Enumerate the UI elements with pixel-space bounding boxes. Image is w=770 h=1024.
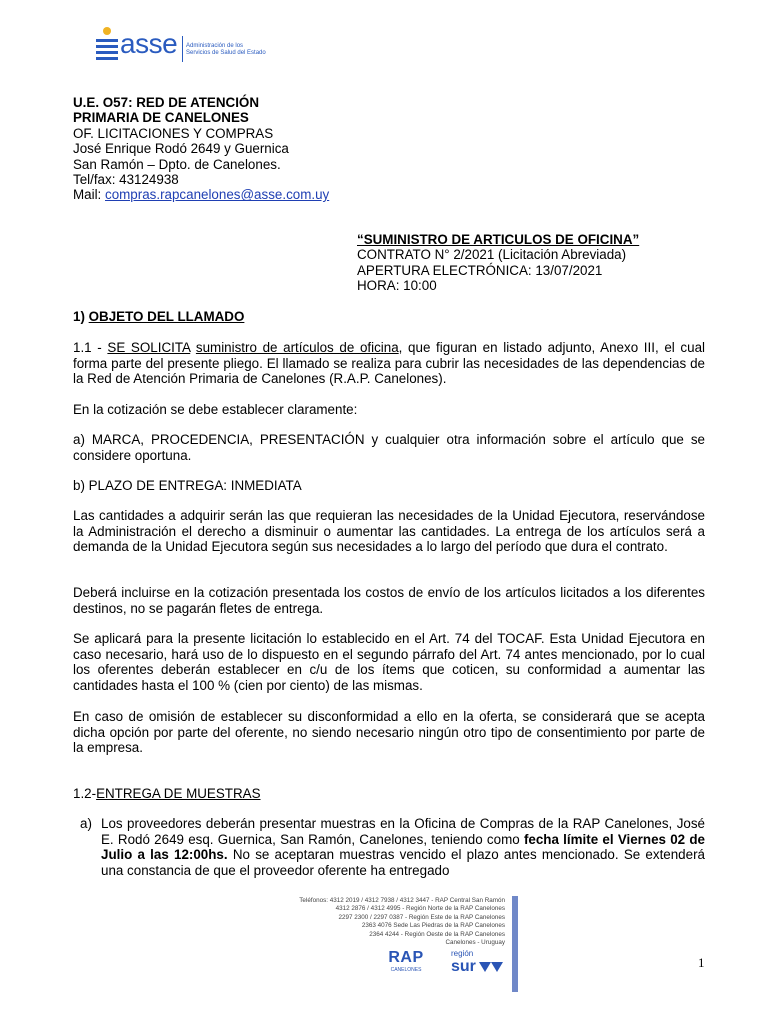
asse-logo-subtitle: Administración de los Servicios de Salud del Estado xyxy=(186,43,266,56)
section-1-heading: 1) OBJETO DEL LLAMADO xyxy=(73,309,245,324)
mail-link[interactable]: compras.rapcanelones@asse.com.uy xyxy=(105,187,330,203)
office-phone: Tel/fax: 43124938 xyxy=(73,172,179,188)
paragraph-shipping-costs: Deberá incluirse en la cotización presentada los costos de envío de los artículos licitados a los diferentes destinos, no se pagarán fletes de entrega. xyxy=(73,585,705,616)
list-marker-a: a) xyxy=(80,816,92,831)
paragraph-art-74: Se aplicará para la presente licitación lo establecido en el Art. 74 del TOCAF. Esta Unidad Ejecutora en caso necesario, hará uso de lo dispuesto en el segundo párrafo del Art. 74 antes mencionado, por lo cual los oferentes deberán establecer en c/u de los ítems que coticen, su conformidad a aumentar las cantidades hasta el 100 % (cien por ciento) de las mismas. xyxy=(73,631,705,693)
asse-logo-mark xyxy=(94,26,120,66)
region-label: región xyxy=(451,949,474,958)
unit-title-line1: U.E. O57: RED DE ATENCIÓN xyxy=(73,95,260,110)
section-1-2-heading: 1.2-ENTREGA DE MUESTRAS xyxy=(73,786,261,801)
contract-title: “SUMINISTRO DE ARTICULOS DE OFICINA” xyxy=(357,232,640,247)
contract-block xyxy=(357,232,639,294)
paragraph-item-a: a) MARCA, PROCEDENCIA, PRESENTACIÓN y cualquier otra información sobre el artículo que se considere oportuna. xyxy=(73,432,705,463)
region-mark-icon xyxy=(479,960,503,974)
paragraph-quantities: Las cantidades a adquirir serán las que requieran las necesidades de la Unidad Ejecutora, reservándose la Administración el derecho a disminuir o aumentar las cantidades. La entrega de los artículos será a demanda de la Unidad Ejecutora según sus necesidades a lo largo del período que dura el contrato. xyxy=(73,508,705,555)
asse-logo xyxy=(94,26,274,66)
rap-logo-subtitle: CANELONES xyxy=(390,967,422,973)
office-mail xyxy=(73,187,329,202)
rap-logo-text: RAP xyxy=(388,949,424,966)
samples-item-a: Los proveedores deberán presentar muestras en la Oficina de Compras de la RAP Canelones, José E. Rodó 2649 esq. Guernica, San Ramón, Canelones, teniendo como fecha límite el Viernes 02 de Julio a las 12:00hs. No se aceptaran muestras vencido el plazo antes mencionado. Se extenderá una constancia de que el proveedor oferente ha entregado xyxy=(101,816,705,878)
asse-logo-word: asse xyxy=(120,28,178,59)
logo-divider xyxy=(182,36,183,62)
contract-opening-time: HORA: 10:00 xyxy=(357,278,437,294)
paragraph-1-1: 1.1 - SE SOLICITA suministro de artículos de oficina, que figuran en listado adjunto, Anexo III, el cual forma parte del presente pliego. El llamado se realiza para cubrir las necesidades de las dependencias de la Red de Atención Primaria de Canelones (R.A.P. Canelones). xyxy=(73,340,705,387)
paragraph-omission: En caso de omisión de establecer su disconformidad a ello en la oferta, se considerará que se acepta dicha opción por parte del oferente, no siendo necesario ningún otro tipo de consentimiento por parte de la empresa. xyxy=(73,709,705,756)
office-address: José Enrique Rodó 2649 y Guernica xyxy=(73,141,289,157)
rap-canelones-logo xyxy=(384,949,428,973)
mail-label: Mail: xyxy=(73,187,105,203)
footer-vertical-rule xyxy=(512,896,518,992)
paragraph-item-b: b) PLAZO DE ENTREGA: INMEDIATA xyxy=(73,478,302,493)
unit-title-line2: PRIMARIA DE CANELONES xyxy=(73,110,249,126)
office-name: OF. LICITACIONES Y COMPRAS xyxy=(73,125,274,141)
footer-contacts: Teléfonos: 4312 2019 / 4312 7938 / 4312 3447 - RAP Central San Ramón 4312 2876 / 4312 4995 - Región Norte de la RAP Canelones 2297 2300 / 2297 0387 - Región Este de la RAP Canelones 2363 4076 Sede Las Piedras de la RAP Canelones 2364 4244 - Región Oeste de la RAP Canelones Canelones - Uruguay xyxy=(299,897,505,947)
contract-opening-date: APERTURA ELECTRÓNICA: 13/07/2021 xyxy=(357,262,603,278)
paragraph-quote-intro: En la cotización se debe establecer claramente: xyxy=(73,402,358,417)
office-header xyxy=(73,95,329,203)
office-city: San Ramón – Dpto. de Canelones. xyxy=(73,156,281,172)
region-sur-logo xyxy=(451,949,509,976)
contract-number: CONTRATO N° 2/2021 (Licitación Abreviada) xyxy=(357,247,627,263)
region-name: sur xyxy=(451,958,476,975)
page-number: 1 xyxy=(698,955,705,970)
